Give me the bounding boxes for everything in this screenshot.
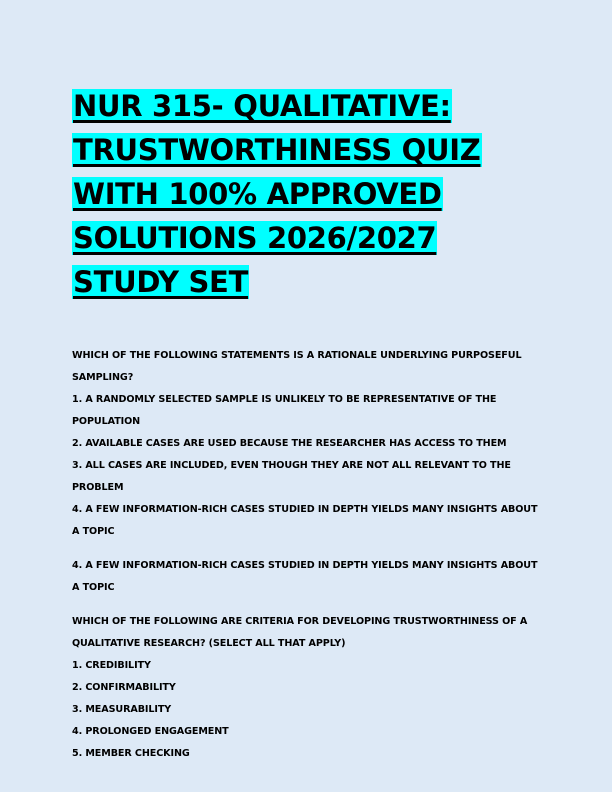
quiz-content bbox=[72, 345, 542, 765]
answer-text: 4. A FEW INFORMATION-RICH CASES STUDIED IN DEPTH YIELDS MANY INSIGHTS ABOUT A TOPIC bbox=[72, 560, 538, 593]
question-text: WHICH OF THE FOLLOWING ARE CRITERIA FOR DEVELOPING TRUSTWORTHINESS OF A QUALITATIVE RESEARCH? (SELECT ALL THAT APPLY) bbox=[72, 616, 528, 649]
option-item: 4. PROLONGED ENGAGEMENT bbox=[72, 726, 229, 737]
option-item: 1. A RANDOMLY SELECTED SAMPLE IS UNLIKELY TO BE REPRESENTATIVE OF THE POPULATION bbox=[72, 394, 497, 427]
option-item: 1. CREDIBILITY bbox=[72, 660, 151, 671]
question-block-1 bbox=[72, 345, 542, 543]
document-title bbox=[72, 84, 542, 304]
option-item: 2. AVAILABLE CASES ARE USED BECAUSE THE RESEARCHER HAS ACCESS TO THEM bbox=[72, 438, 507, 449]
document-header bbox=[72, 84, 542, 304]
option-item: 3. MEASURABILITY bbox=[72, 704, 172, 715]
question-block-2 bbox=[72, 611, 542, 765]
spacer bbox=[72, 543, 542, 555]
document-title-text: NUR 315- QUALITATIVE: TRUSTWORTHINESS QUIZ WITH 100% APPROVED SOLUTIONS 2026/2027 STUDY SET bbox=[73, 89, 481, 299]
option-item: 5. MEMBER CHECKING bbox=[72, 748, 190, 759]
question-text: WHICH OF THE FOLLOWING STATEMENTS IS A RATIONALE UNDERLYING PURPOSEFUL SAMPLING? bbox=[72, 350, 522, 383]
option-item: 3. ALL CASES ARE INCLUDED, EVEN THOUGH THEY ARE NOT ALL RELEVANT TO THE PROBLEM bbox=[72, 460, 511, 493]
option-item: 4. A FEW INFORMATION-RICH CASES STUDIED IN DEPTH YIELDS MANY INSIGHTS ABOUT A TOPIC bbox=[72, 504, 538, 537]
spacer bbox=[72, 599, 542, 611]
option-item: 2. CONFIRMABILITY bbox=[72, 682, 176, 693]
